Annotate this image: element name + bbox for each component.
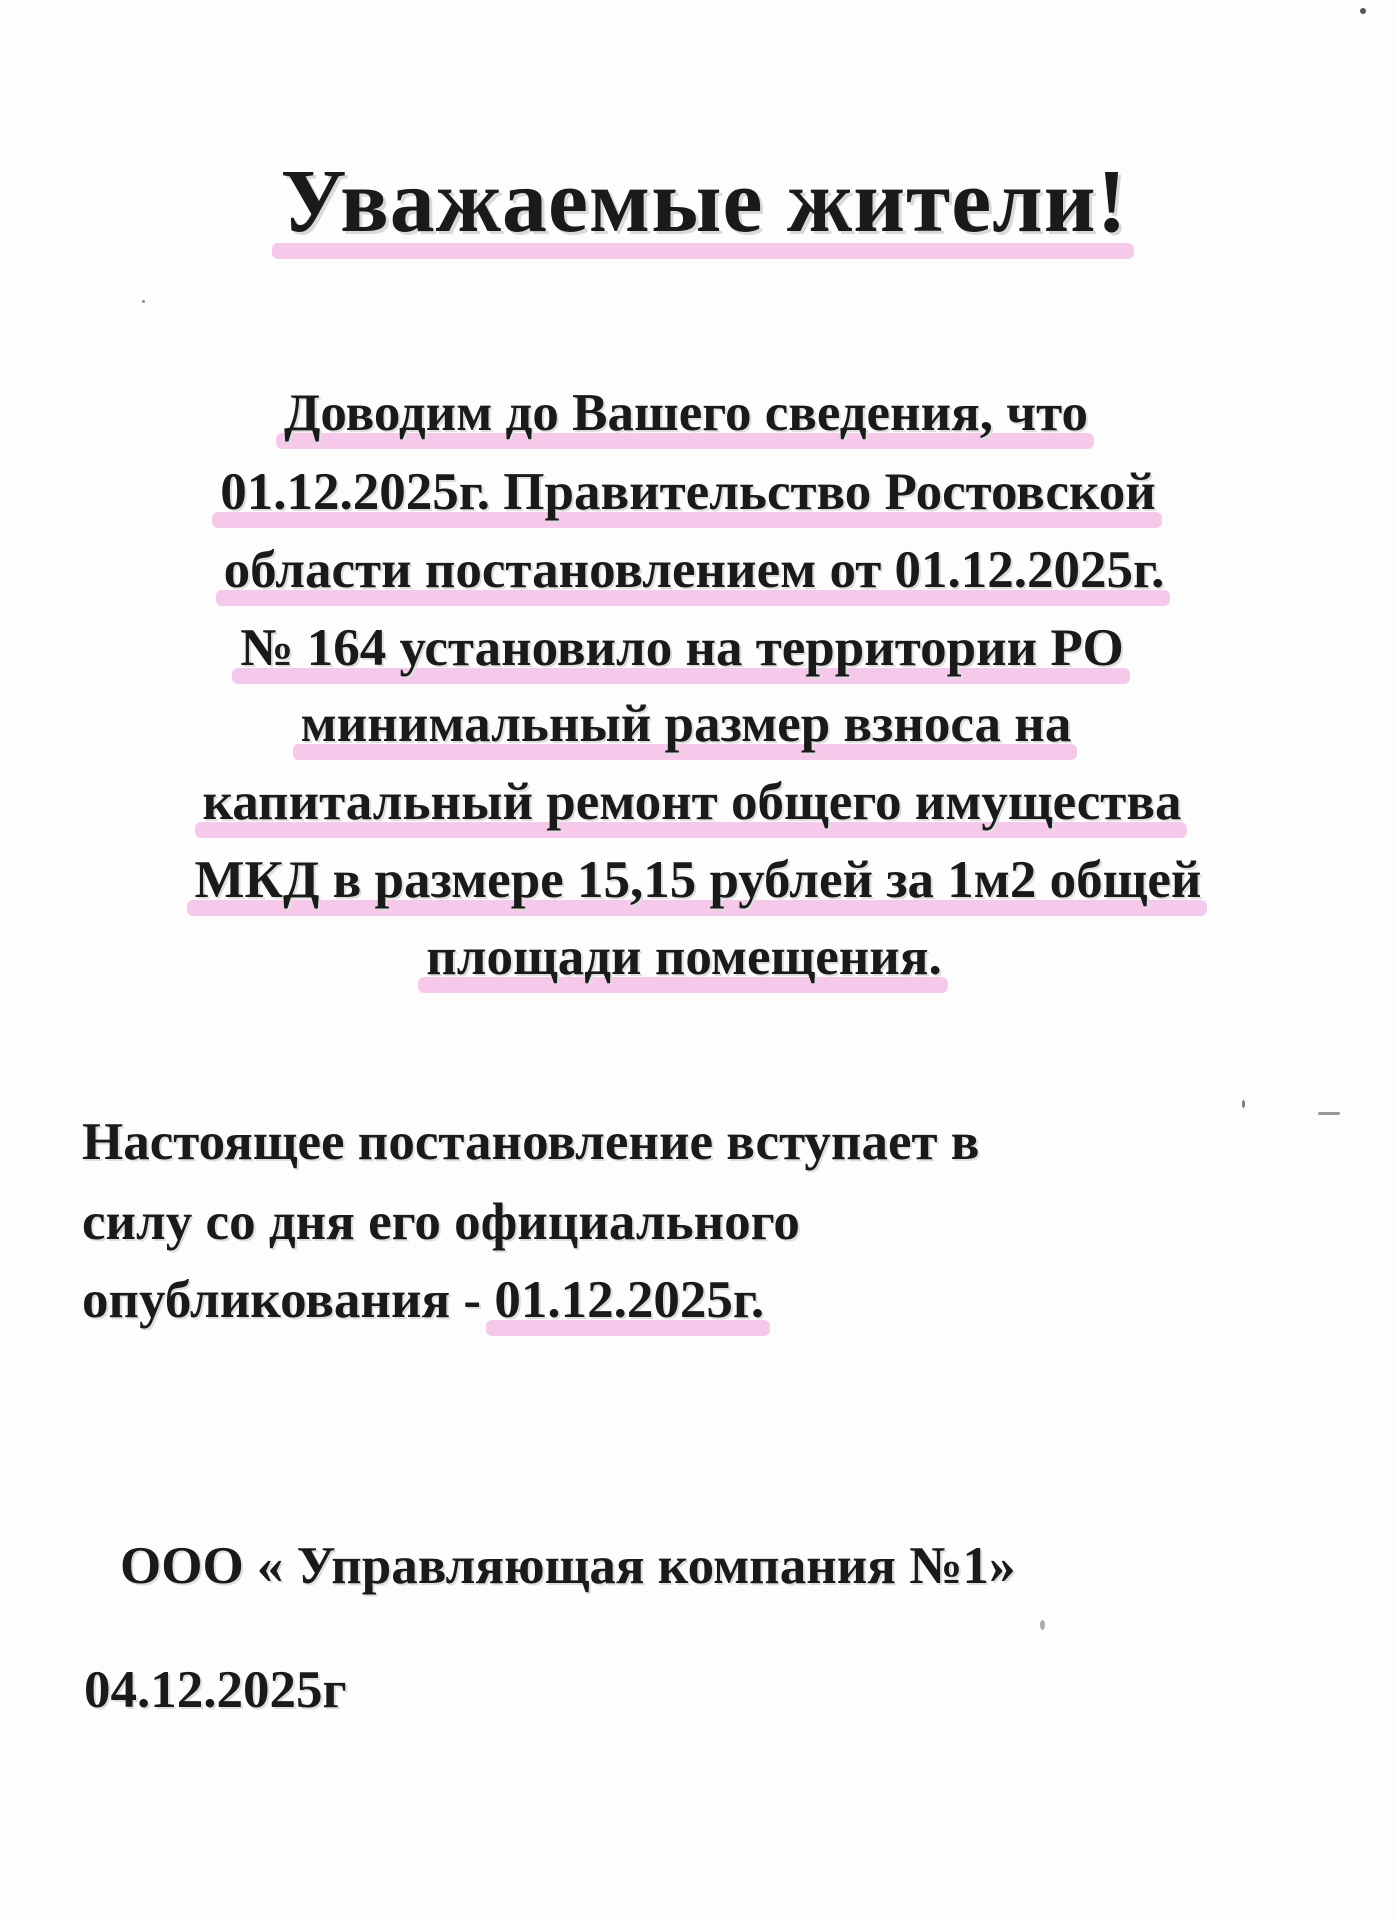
notice-line-7-text: МКД в размере 15,15 рублей за 1м2 общей [194, 851, 1202, 909]
notice-line-5-text: минимальный размер взноса на [300, 695, 1072, 753]
notice-line-8 [0, 927, 1382, 987]
effect-line-3 [82, 1270, 1396, 1330]
notice-line-2-text: 01.12.2025г. Правительство Ростовской [220, 463, 1156, 521]
effect-line-1-text: Настоящее постановление вступает в [82, 1113, 980, 1171]
effect-line-2 [82, 1192, 1396, 1252]
effect-date: 01.12.2025г. [494, 1271, 765, 1329]
notice-line-6-text: капитальный ремонт общего имущества [202, 773, 1182, 831]
scan-speck [142, 300, 145, 303]
document-date-text: 04.12.2025г [84, 1661, 347, 1719]
effect-line-3-text: опубликования - [82, 1271, 495, 1329]
effect-line-2-text: силу со дня его официального [82, 1193, 800, 1251]
notice-line-4 [0, 618, 1380, 678]
title-highlight [280, 150, 1127, 253]
notice-line-5 [0, 694, 1384, 754]
notice-line-4-text: № 164 установило на территории РО [240, 619, 1124, 677]
title-text: Уважаемые жители! [280, 152, 1128, 251]
scan-mark [1318, 1112, 1340, 1115]
effect-line-1 [82, 1112, 1396, 1172]
notice-line-6 [0, 772, 1390, 832]
document-date [84, 1660, 1396, 1720]
notice-line-8-text: площади помещения. [426, 928, 942, 986]
notice-title [6, 150, 1396, 253]
notice-line-1-text: Доводим до Вашего сведения, что [283, 384, 1089, 442]
scan-speck [1360, 8, 1366, 14]
notice-line-3 [0, 540, 1392, 600]
signature-text: ООО « Управляющая компания №1» [120, 1537, 1016, 1595]
signature [120, 1536, 1396, 1596]
notice-line-2 [0, 462, 1386, 522]
scan-speck [1040, 1620, 1045, 1630]
notice-line-3-text: области постановлением от 01.12.2025г. [223, 541, 1165, 599]
notice-line-7 [0, 850, 1396, 910]
scan-speck [1242, 1100, 1245, 1108]
notice-line-1 [0, 383, 1384, 443]
